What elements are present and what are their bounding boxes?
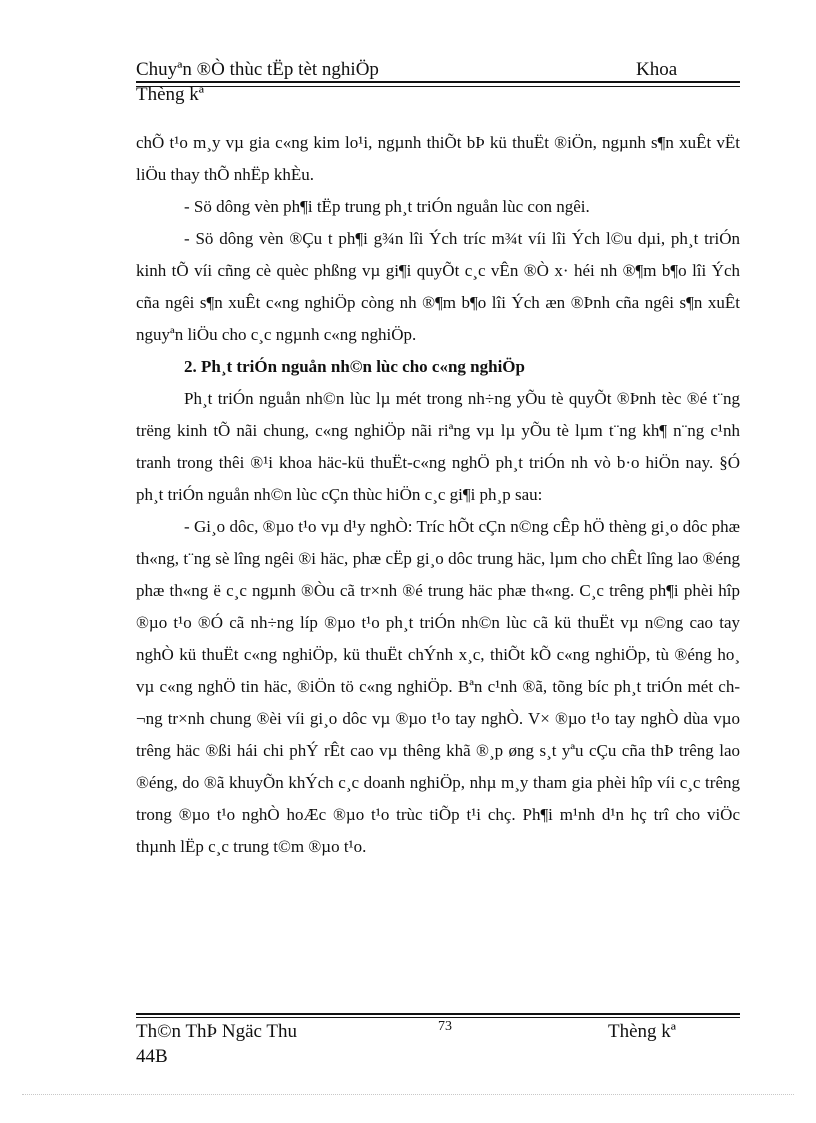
page-number: 73 — [438, 1019, 452, 1034]
paragraph-continuation: chÕ t¹o m¸y vµ gia c«ng kim lo¹i, ngµnh thiÕt bÞ kü thuËt ®iÖn, ngµnh s¶n xuÊt vËt liÖu thay thÕ nhËp khÈu. — [136, 133, 740, 184]
footer-class: 44B — [136, 1046, 168, 1067]
header-rule-thick — [136, 81, 740, 83]
header-rule-thin — [136, 86, 740, 87]
header-department: Thèng kª — [136, 84, 205, 105]
paragraph-bullet-3: - Gi¸o dôc, ®µo t¹o vµ d¹y nghÒ: Tríc hÕt cÇn n©ng cÊp hÖ thèng gi¸o dôc phæ th«ng, t¨ng sè lîng ngêi ®i häc, phæ cËp gi¸o dôc trung häc, lµm cho chÊt lîng lao ®éng phæ th«ng ë c¸c ngµnh ®Òu cã tr×nh ®é trung häc phæ th«ng. C¸c trêng ph¶i phèi hîp ®µo t¹o ®Ó cã nh÷ng líp ®µo t¹o ph¸t triÓn nh©n lùc cã kü thuËt vµ n©ng cao tay nghÒ kü thuËt c«ng nghiÖp, kü thuËt chÝnh x¸c, thiÕt kÕ c«ng nghiÖp, tù ®éng ho¸ vµ c«ng nghÖ tin häc, ®iÖn tö c«ng nghiÖp. Bªn c¹nh ®ã, tõng bíc ph¸t triÓn mét ch¬ng tr×nh chung ®èi víi gi¸o dôc vµ ®µo t¹o tay nghÒ. V× ®µo t¹o tay nghÒ dùa vµo trêng häc ®ßi hái chi phÝ rÊt cao vµ thêng khã ®¸p øng s¸t yªu cÇu cña thÞ trêng lao ®éng, do ®ã khuyÕn khÝch c¸c doanh nghiÖp, nhµ m¸y tham gia phèi hîp víi c¸c trêng trong ®µo t¹o nghÒ hoÆc ®µo t¹o trùc tiÕp t¹i chç. Ph¶i m¹nh d¹n hç trî cho viÖc thµnh lËp c¸c trung t©m ®µo t¹o. — [136, 517, 740, 856]
paragraph-bullet-1: - Sö dông vèn ph¶i tËp trung ph¸t triÓn nguån lùc con ngêi. — [184, 197, 590, 216]
footer-department: Thèng kª — [608, 1021, 677, 1042]
header-title: Chuyªn ®Ò thùc tËp tèt nghiÖp — [136, 59, 379, 80]
section-heading: 2. Ph¸t triÓn nguån nh©n lùc cho c«ng nghiÖp — [184, 357, 525, 376]
paragraph-intro: Ph¸t triÓn nguån nh©n lùc lµ mét trong nh÷ng yÕu tè quyÕt ®Þnh tèc ®é t¨ng trëng kinh tÕ nãi chung, c«ng nghiÖp nãi riªng vµ lµ yÕu tè lµm t¨ng kh¶ n¨ng c¹nh tranh trong thêi ®¹i khoa häc-kü thuËt-c«ng nghÖ ph¸t triÓn nh vò b·o hiÖn nay. §Ó ph¸t triÓn nguån nh©n lùc cÇn thùc hiÖn c¸c gi¶i ph¸p sau: — [136, 389, 740, 504]
footer-rule-thick — [136, 1013, 740, 1015]
footer-author: Th©n ThÞ Ngäc Thu — [136, 1021, 297, 1042]
body-text — [136, 127, 740, 863]
paragraph-bullet-2: - Sö dông vèn ®Çu t ph¶i g¾n lîi Ých tríc m¾t víi lîi Ých l©u dµi, ph¸t triÓn kinh tÕ víi cñng cè quèc phßng vµ gi¶i quyÕt c¸c vÊn ®Ò x· héi nh ®¶m b¶o lîi Ých cña ngêi s¶n xuÊt c«ng nghiÖp còng nh ®¶m b¶o lîi Ých æn ®Þnh cña ngêi s¶n xuÊt nguyªn liÖu cho c¸c ngµnh c«ng nghiÖp. — [136, 229, 740, 344]
page-edge-divider — [22, 1094, 794, 1095]
header-faculty: Khoa — [636, 59, 678, 80]
